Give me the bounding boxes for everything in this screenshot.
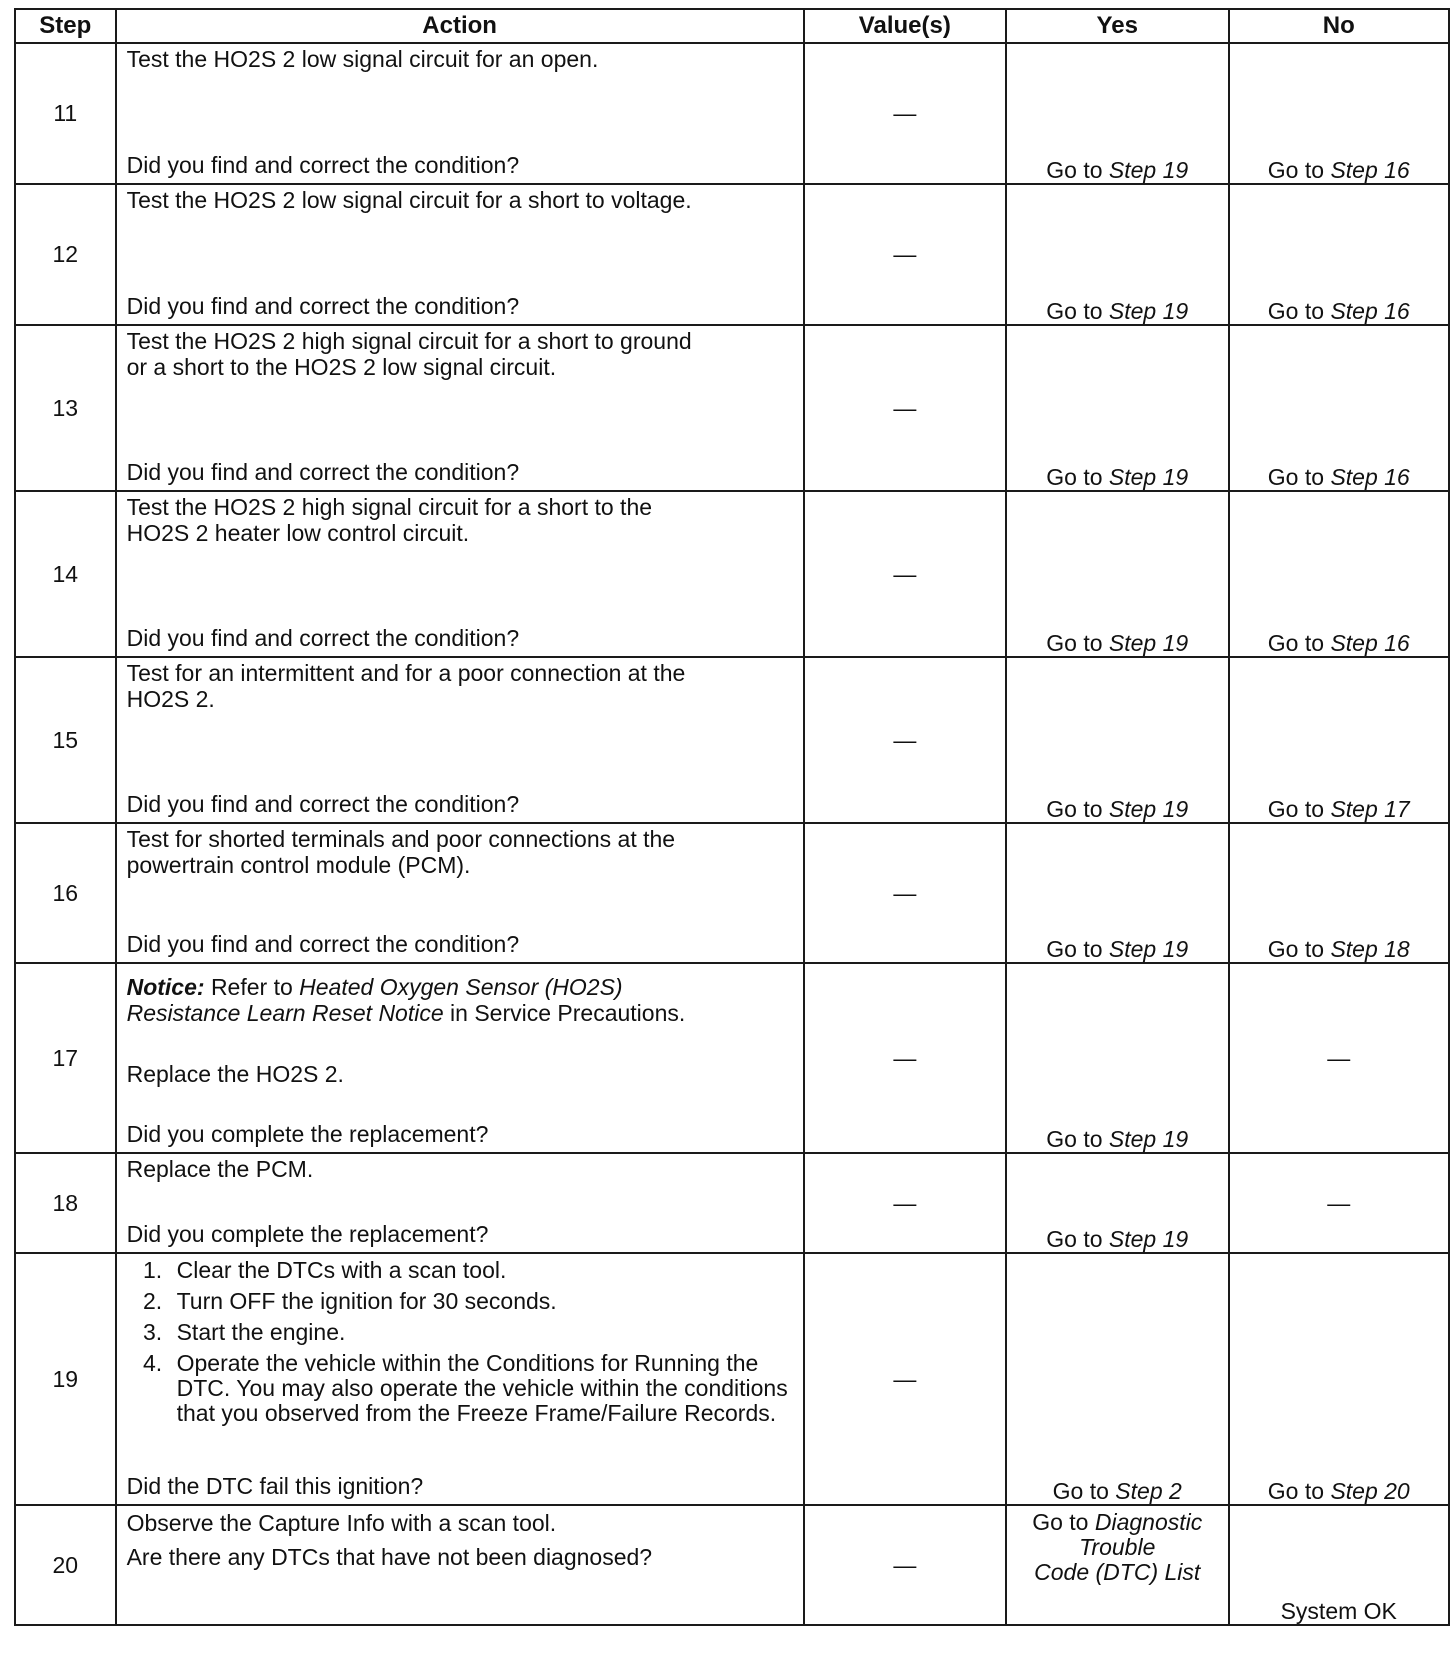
- value-cell: —: [804, 491, 1006, 657]
- header-action: Action: [116, 9, 804, 43]
- no-step-link[interactable]: Step 16: [1330, 157, 1410, 183]
- yes-cell: [1006, 963, 1229, 1153]
- goto-label: Go to: [1052, 1478, 1109, 1504]
- action-cell: [116, 325, 804, 491]
- action-text-line-2: HO2S 2 heater low control circuit.: [126, 520, 470, 546]
- yes-dtc-list-link-3[interactable]: Code (DTC) List: [1034, 1559, 1201, 1585]
- table-row-step-17: [15, 963, 1449, 1153]
- yes-step-link[interactable]: Step 19: [1108, 298, 1189, 324]
- no-cell: [1229, 657, 1449, 823]
- action-text-line-1: Test for an intermittent and for a poor connection at the: [126, 660, 686, 686]
- action-text-line-2: or a short to the HO2S 2 low signal circuit.: [126, 354, 557, 380]
- yes-cell: [1006, 43, 1229, 184]
- no-step-link[interactable]: Step 16: [1330, 464, 1410, 490]
- goto-label: Go to: [1046, 796, 1103, 822]
- question-text: Did the DTC fail this ignition?: [126, 1473, 424, 1499]
- yes-dtc-list-link-1[interactable]: Diagnostic: [1094, 1509, 1203, 1535]
- action-text: Replace the PCM.: [126, 1156, 314, 1182]
- notice-text-1: Refer to: [210, 974, 293, 1000]
- procedure-item-2: 2. Turn OFF the ignition for 30 seconds.: [169, 1289, 793, 1314]
- yes-step-link[interactable]: Step 19: [1108, 630, 1189, 656]
- goto-label: Go to: [1046, 936, 1103, 962]
- action-text-line-2: HO2S 2.: [126, 686, 215, 712]
- action-cell: [116, 184, 804, 325]
- yes-cell: [1006, 1153, 1229, 1253]
- action-cell: [116, 491, 804, 657]
- goto-label: Go to: [1046, 630, 1103, 656]
- no-step-link[interactable]: Step 16: [1330, 630, 1410, 656]
- goto-label: Go to: [1046, 464, 1103, 490]
- value-cell: —: [804, 325, 1006, 491]
- goto-label: Go to: [1267, 936, 1325, 962]
- no-cell: [1229, 1253, 1449, 1505]
- no-cell: [1229, 325, 1449, 491]
- table-row-step-13: [15, 325, 1449, 491]
- yes-cell: [1006, 823, 1229, 963]
- action-text-line-1: Test the HO2S 2 high signal circuit for a short to the: [126, 494, 653, 520]
- goto-label: Go to: [1046, 157, 1103, 183]
- value-cell: —: [804, 184, 1006, 325]
- table-row-step-16: [15, 823, 1449, 963]
- step-number: 11: [15, 43, 116, 184]
- header-yes: Yes: [1006, 9, 1229, 43]
- question-text: Are there any DTCs that have not been diagnosed?: [126, 1544, 653, 1570]
- action-cell: [116, 1153, 804, 1253]
- no-cell: [1229, 184, 1449, 325]
- goto-label: Go to: [1267, 464, 1325, 490]
- notice-label: Notice:: [126, 974, 205, 1000]
- table-row-step-19: [15, 1253, 1449, 1505]
- table-row-step-11: [15, 43, 1449, 184]
- no-step-link[interactable]: Step 16: [1330, 298, 1410, 324]
- yes-step-link[interactable]: Step 2: [1115, 1478, 1182, 1504]
- question-text: Did you find and correct the condition?: [126, 293, 520, 319]
- no-cell: —: [1229, 1153, 1449, 1253]
- question-text: Did you complete the replacement?: [126, 1121, 489, 1147]
- action-text-line-2: powertrain control module (PCM).: [126, 852, 471, 878]
- value-cell: —: [804, 1153, 1006, 1253]
- step-number: 19: [15, 1253, 116, 1505]
- yes-step-link[interactable]: Step 19: [1108, 157, 1189, 183]
- notice-link-2[interactable]: Resistance Learn Reset Notice: [126, 1000, 444, 1026]
- yes-cell: [1006, 184, 1229, 325]
- action-cell: [116, 823, 804, 963]
- action-cell: [116, 963, 804, 1153]
- notice-text-2: in Service Precautions.: [450, 1000, 686, 1026]
- question-text: Did you complete the replacement?: [126, 1221, 489, 1247]
- action-text: Test the HO2S 2 low signal circuit for a short to voltage.: [126, 187, 692, 213]
- step-number: 14: [15, 491, 116, 657]
- question-text: Did you find and correct the condition?: [126, 791, 520, 817]
- goto-label: Go to: [1032, 1509, 1089, 1535]
- header-step: Step: [15, 9, 116, 43]
- no-cell: —: [1229, 963, 1449, 1153]
- question-text: Did you find and correct the condition?: [126, 625, 520, 651]
- notice-link-1[interactable]: Heated Oxygen Sensor (HO2S): [299, 974, 623, 1000]
- action-text-line-1: Test for shorted terminals and poor connections at the: [126, 826, 676, 852]
- goto-label: Go to: [1267, 298, 1325, 324]
- goto-label: Go to: [1046, 1226, 1103, 1252]
- no-cell: [1229, 491, 1449, 657]
- yes-cell: [1006, 325, 1229, 491]
- goto-label: Go to: [1267, 157, 1325, 183]
- action-cell: [116, 1505, 804, 1625]
- yes-cell: [1006, 657, 1229, 823]
- no-cell: [1229, 1505, 1449, 1625]
- yes-cell: [1006, 1253, 1229, 1505]
- yes-cell: [1006, 491, 1229, 657]
- goto-label: Go to: [1046, 1126, 1103, 1152]
- step-number: 15: [15, 657, 116, 823]
- question-text: Did you find and correct the condition?: [126, 152, 520, 178]
- no-step-link[interactable]: Step 20: [1330, 1478, 1410, 1504]
- question-text: Did you find and correct the condition?: [126, 459, 520, 485]
- goto-label: Go to: [1267, 630, 1325, 656]
- value-cell: —: [804, 43, 1006, 184]
- action-text: Replace the HO2S 2.: [126, 1060, 344, 1087]
- step-number: 20: [15, 1505, 116, 1625]
- question-text: Did you find and correct the condition?: [126, 931, 520, 957]
- action-text: Test the HO2S 2 low signal circuit for an open.: [126, 46, 599, 72]
- no-cell: [1229, 823, 1449, 963]
- value-cell: —: [804, 963, 1006, 1153]
- step-number: 12: [15, 184, 116, 325]
- no-step-link[interactable]: Step 18: [1330, 936, 1410, 962]
- header-row: [15, 9, 1449, 43]
- goto-label: Go to: [1046, 298, 1103, 324]
- no-cell: [1229, 43, 1449, 184]
- header-values: Value(s): [804, 9, 1006, 43]
- procedure-item-4: 4. Operate the vehicle within the Conditions for Running the DTC. You may also operate the vehicle within the conditions that you observed from the Freeze Frame/Failure Records.: [169, 1351, 793, 1426]
- yes-step-link[interactable]: Step 19: [1108, 936, 1189, 962]
- value-cell: —: [804, 657, 1006, 823]
- table-row-step-18: [15, 1153, 1449, 1253]
- value-cell: —: [804, 1253, 1006, 1505]
- notice-block: [127, 974, 793, 1026]
- action-cell: [116, 657, 804, 823]
- yes-cell: [1006, 1505, 1229, 1625]
- yes-step-link[interactable]: Step 19: [1108, 1226, 1189, 1252]
- value-cell: —: [804, 823, 1006, 963]
- step-number: 13: [15, 325, 116, 491]
- goto-label: Go to: [1267, 1478, 1325, 1504]
- yes-step-link[interactable]: Step 19: [1108, 1126, 1189, 1152]
- step-number: 18: [15, 1153, 116, 1253]
- diagnostic-table: [14, 8, 1450, 1626]
- table-row-step-12: [15, 184, 1449, 325]
- action-text-line-1: Test the HO2S 2 high signal circuit for a short to ground: [126, 328, 692, 354]
- no-step-link[interactable]: Step 17: [1330, 796, 1410, 822]
- table-row-step-14: [15, 491, 1449, 657]
- table-row-step-20: [15, 1505, 1449, 1625]
- action-cell: [116, 1253, 804, 1505]
- header-no: No: [1229, 9, 1449, 43]
- procedure-item-1: 1. Clear the DTCs with a scan tool.: [169, 1258, 793, 1283]
- procedure-list: [127, 1258, 793, 1426]
- action-cell: [116, 43, 804, 184]
- table-row-step-15: [15, 657, 1449, 823]
- yes-step-link[interactable]: Step 19: [1108, 796, 1189, 822]
- step-number: 16: [15, 823, 116, 963]
- system-ok-text: System OK: [1280, 1598, 1397, 1624]
- yes-dtc-list-link-2[interactable]: Trouble: [1079, 1534, 1156, 1560]
- goto-label: Go to: [1267, 796, 1325, 822]
- yes-step-link[interactable]: Step 19: [1108, 464, 1189, 490]
- value-cell: —: [804, 1505, 1006, 1625]
- procedure-item-3: 3. Start the engine.: [169, 1320, 793, 1345]
- step-number: 17: [15, 963, 116, 1153]
- action-text: Observe the Capture Info with a scan tool.: [126, 1510, 557, 1536]
